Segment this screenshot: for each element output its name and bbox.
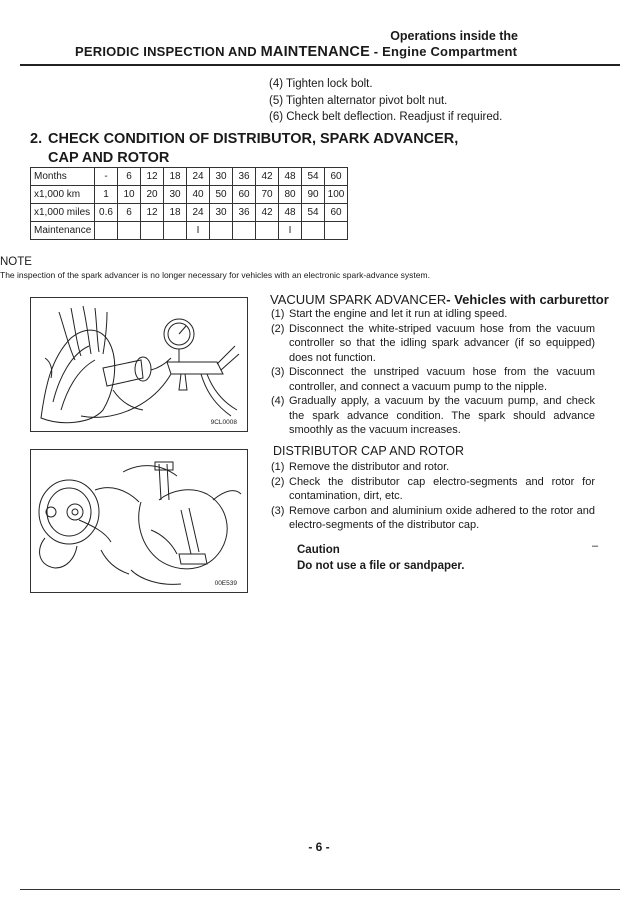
list-item xyxy=(271,394,595,438)
list-item-text: Disconnect the white-striped vacuum hose from the vacuum controller so that the idling spark advancer (if so equipped) does not function. xyxy=(289,322,595,364)
table-cell: 42 xyxy=(256,168,279,186)
table-cell: 18 xyxy=(164,168,187,186)
vacuum-advancer-title xyxy=(270,292,609,307)
table-cell: 20 xyxy=(141,186,164,204)
table-cell: 60 xyxy=(325,204,348,222)
table-cell: 10 xyxy=(118,186,141,204)
table-cell: 48 xyxy=(279,168,302,186)
table-row xyxy=(31,186,348,204)
table-cell: 6 xyxy=(118,204,141,222)
table-cell xyxy=(325,222,348,240)
step-item: (4) Tighten lock bolt. xyxy=(269,78,373,90)
table-cell: 1 xyxy=(95,186,118,204)
note-heading: NOTE xyxy=(0,256,32,268)
list-item-number: (2) xyxy=(271,475,285,488)
table-cell: I xyxy=(187,222,210,240)
table-cell xyxy=(233,222,256,240)
list-item xyxy=(271,322,595,366)
table-cell: 24 xyxy=(187,168,210,186)
list-item-text: Remove carbon and aluminium oxide adhered to the rotor and electro-segments of the distributor cap. xyxy=(289,504,595,531)
maintenance-schedule-table xyxy=(30,167,348,240)
table-cell: 90 xyxy=(302,186,325,204)
header-title-b: MAINTENANCE xyxy=(260,44,370,60)
section-title-line2: CAP AND ROTOR xyxy=(48,150,170,166)
table-cell: I xyxy=(279,222,302,240)
list-item-number: (1) xyxy=(271,308,285,320)
table-cell: 70 xyxy=(256,186,279,204)
list-item xyxy=(271,307,595,322)
vacuum-pump-illustration xyxy=(31,298,247,431)
header-subtitle: Operations inside the xyxy=(390,29,518,43)
table-cell xyxy=(95,222,118,240)
table-row xyxy=(31,222,348,240)
table-cell: 100 xyxy=(325,186,348,204)
table-cell: 80 xyxy=(279,186,302,204)
table-cell: 36 xyxy=(233,168,256,186)
caution-block xyxy=(297,542,464,574)
table-cell xyxy=(118,222,141,240)
table-cell xyxy=(302,222,325,240)
table-cell: 54 xyxy=(302,168,325,186)
figure-vacuum-pump xyxy=(30,297,248,432)
list-item xyxy=(271,504,595,533)
header-title-c: - Engine Compartment xyxy=(373,44,518,59)
list-item-number: (1) xyxy=(271,461,285,473)
list-item xyxy=(271,460,595,475)
table-cell: 12 xyxy=(141,204,164,222)
table-cell xyxy=(164,222,187,240)
table-cell: 40 xyxy=(187,186,210,204)
header-rule xyxy=(20,64,620,66)
row-label: x1,000 km xyxy=(31,186,95,204)
list-item-number: (3) xyxy=(271,504,285,517)
table-cell: 60 xyxy=(325,168,348,186)
figure-code: 9CL0008 xyxy=(210,419,237,426)
table-cell: 48 xyxy=(279,204,302,222)
previous-steps xyxy=(269,76,502,126)
list-item xyxy=(271,365,595,394)
table-row xyxy=(31,204,348,222)
table-row xyxy=(31,168,348,186)
list-item-text: Disconnect the unstriped vacuum hose from the vacuum controller, and connect a vacuum pump to the nipple. xyxy=(289,366,595,393)
page-number: - 6 - xyxy=(308,840,330,854)
table-cell xyxy=(210,222,233,240)
list-item-text: Check the distributor cap electro-segments and rotor for contamination, dirt, etc. xyxy=(289,475,595,502)
header-title xyxy=(75,44,517,60)
table-cell xyxy=(141,222,164,240)
margin-mark: – xyxy=(592,540,599,552)
vacuum-title-b: - Vehicles with carburettor xyxy=(446,292,609,307)
table-cell: 60 xyxy=(233,186,256,204)
distributor-cap-title: DISTRIBUTOR CAP AND ROTOR xyxy=(273,444,465,458)
distributor-cap-steps xyxy=(271,460,595,533)
table-cell: 12 xyxy=(141,168,164,186)
list-item-number: (2) xyxy=(271,322,285,335)
row-label: x1,000 miles xyxy=(31,204,95,222)
section-title xyxy=(30,130,458,168)
footer-rule xyxy=(20,889,620,890)
table-cell: 30 xyxy=(164,186,187,204)
note-text: The inspection of the spark advancer is no longer necessary for vehicles with an electronic spark-advance system. xyxy=(0,270,430,280)
table-cell: 0.6 xyxy=(95,204,118,222)
row-label: Maintenance xyxy=(31,222,95,240)
list-item-number: (3) xyxy=(271,366,285,378)
section-number: 2. xyxy=(30,131,43,147)
row-label: Months xyxy=(31,168,95,186)
section-title-line1: CHECK CONDITION OF DISTRIBUTOR, SPARK ADVANCER, xyxy=(48,131,459,147)
step-item: (5) Tighten alternator pivot bolt nut. xyxy=(269,94,448,107)
table-cell: 30 xyxy=(210,204,233,222)
vacuum-title-a: VACUUM SPARK ADVANCER xyxy=(270,292,447,307)
table-cell: - xyxy=(95,168,118,186)
figure-distributor-cap xyxy=(30,449,248,593)
list-item-text: Remove the distributor and rotor. xyxy=(289,461,450,473)
figure-code: 00E539 xyxy=(214,580,237,587)
table-cell: 30 xyxy=(210,168,233,186)
table-cell: 24 xyxy=(187,204,210,222)
list-item-text: Start the engine and let it run at idling speed. xyxy=(289,308,508,320)
caution-heading: Caution xyxy=(297,544,340,556)
table-cell: 6 xyxy=(118,168,141,186)
table-cell xyxy=(256,222,279,240)
distributor-cap-illustration xyxy=(31,450,247,592)
list-item-text: Gradually apply, a vacuum by the vacuum pump, and check the spark advance condition. The spark should advance smoothly as the vacuum increases. xyxy=(289,395,595,436)
list-item xyxy=(271,475,595,504)
step-item: (6) Check belt deflection. Readjust if required. xyxy=(269,111,503,123)
table-cell: 54 xyxy=(302,204,325,222)
table-cell: 18 xyxy=(164,204,187,222)
header-title-a: PERIODIC INSPECTION AND xyxy=(75,44,257,59)
table-cell: 50 xyxy=(210,186,233,204)
table-cell: 36 xyxy=(233,204,256,222)
list-item-number: (4) xyxy=(271,395,285,407)
table-cell: 42 xyxy=(256,204,279,222)
vacuum-advancer-steps xyxy=(271,307,595,438)
caution-text: Do not use a file or sandpaper. xyxy=(297,560,465,572)
